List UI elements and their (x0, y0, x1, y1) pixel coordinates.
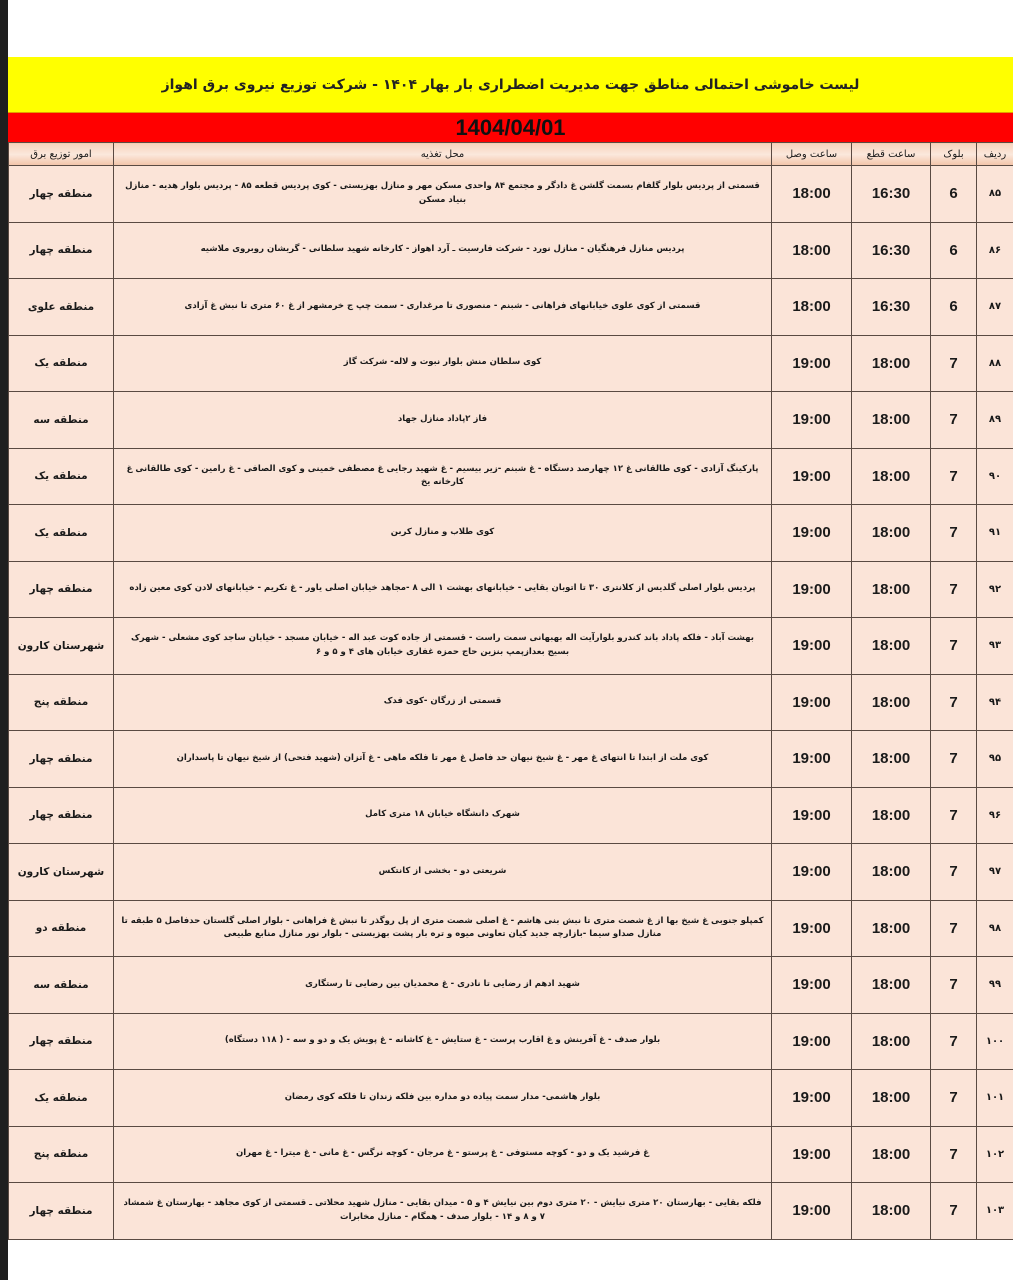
distribution-region: منطقه سه (9, 957, 114, 1014)
distribution-region: منطقه چهار (9, 1013, 114, 1070)
block-number: 6 (931, 279, 977, 336)
location-description: پارکینگ آزادی - کوی طالقانی غ ۱۲ چهارصد دستگاه - غ شبنم -زیر بیسیم - غ شهید رجایی غ مصطفی خمینی و کوی الصافی - غ رامین - کوی طالقانی غ کارخانه یخ (114, 448, 772, 505)
connect-time: 19:00 (772, 1126, 852, 1183)
document-title: لیست خاموشی احتمالی مناطق جهت مدیریت اضطراری بار بهار ۱۴۰۴ - شرکت توزیع نیروی برق اهواز (8, 57, 1013, 112)
location-description: فاز ۲پاداد منازل جهاد (114, 392, 772, 449)
cut-time: 16:30 (852, 222, 931, 279)
block-number: 7 (931, 1013, 977, 1070)
block-number: 7 (931, 561, 977, 618)
table-row (9, 279, 1013, 336)
cut-time: 18:00 (852, 561, 931, 618)
row-number: ۹۳ (977, 618, 1013, 675)
location-description: کوی سلطان منش بلوار نبوت و لاله- شرکت گاز (114, 335, 772, 392)
cut-time: 18:00 (852, 844, 931, 901)
connect-time: 18:00 (772, 166, 852, 223)
location-description: شهرک دانشگاه خیابان ۱۸ متری کامل (114, 787, 772, 844)
block-number: 7 (931, 787, 977, 844)
location-description: قسمتی از پردیس بلوار گلفام بسمت گلشن غ دادگر و مجتمع ۸۴ واحدی مسکن مهر و منازل بهزیستی - کوی پردیس قطعه ۸۵ - پردیس بلوار هدیه - منازل بنیاد مسکن (114, 166, 772, 223)
table-row (9, 335, 1013, 392)
distribution-region: منطقه یک (9, 448, 114, 505)
row-number: ۹۴ (977, 674, 1013, 731)
row-number: ۹۵ (977, 731, 1013, 788)
distribution-region: منطقه چهار (9, 731, 114, 788)
block-number: 6 (931, 166, 977, 223)
cut-time: 18:00 (852, 900, 931, 957)
location-description: کوی ملت از ابتدا تا انتهای غ مهر - غ شیخ نیهان حد فاصل غ مهر تا فلکه ماهی - غ آتزان (شهید فتحی) از شیخ نیهان تا پاسداران (114, 731, 772, 788)
distribution-region: منطقه پنج (9, 1126, 114, 1183)
table-row (9, 222, 1013, 279)
cut-time: 18:00 (852, 674, 931, 731)
block-number: 7 (931, 731, 977, 788)
table-row (9, 448, 1013, 505)
block-number: 6 (931, 222, 977, 279)
table-row (9, 844, 1013, 901)
block-number: 7 (931, 392, 977, 449)
table-row (9, 392, 1013, 449)
distribution-region: منطقه یک (9, 505, 114, 562)
row-number: ۹۹ (977, 957, 1013, 1014)
cut-time: 18:00 (852, 957, 931, 1014)
cut-time: 18:00 (852, 731, 931, 788)
table-row (9, 674, 1013, 731)
location-description: کمپلو جنوبی غ شیخ بها از غ شصت متری تا نبش بنی هاشم - غ اصلی شصت متری از پل روگذر تا نبش غ فراهانی - بلوار اصلی گلستان حدفاصل ۵ طبقه تا منازل صداو سیما -بازارچه جدید کیان تعاونی میوه و تره بار پشت بهزیستی - بلوار نور منازل منابع طبیعی (114, 900, 772, 957)
block-number: 7 (931, 1126, 977, 1183)
connect-time: 19:00 (772, 335, 852, 392)
connect-time: 19:00 (772, 448, 852, 505)
location-description: غ فرشید یک و دو - کوچه مستوفی - غ پرستو - غ مرجان - کوچه نرگس - غ مانی - غ میترا - غ مهران (114, 1126, 772, 1183)
table-row (9, 900, 1013, 957)
header-row-number: ردیف (977, 143, 1013, 166)
cut-time: 16:30 (852, 166, 931, 223)
connect-time: 19:00 (772, 900, 852, 957)
distribution-region: منطقه چهار (9, 1183, 114, 1240)
connect-time: 19:00 (772, 1013, 852, 1070)
table-row (9, 1013, 1013, 1070)
block-number: 7 (931, 505, 977, 562)
row-number: ۹۷ (977, 844, 1013, 901)
location-description: قسمتی از زرگان -کوی فدک (114, 674, 772, 731)
distribution-region: منطقه یک (9, 1070, 114, 1127)
table-row (9, 1126, 1013, 1183)
distribution-region: منطقه چهار (9, 222, 114, 279)
location-description: شهید ادهم از رضایی تا نادری - غ محمدیان بین رضایی تا رستگاری (114, 957, 772, 1014)
table-row (9, 618, 1013, 675)
block-number: 7 (931, 674, 977, 731)
block-number: 7 (931, 1070, 977, 1127)
distribution-region: منطقه یک (9, 335, 114, 392)
connect-time: 18:00 (772, 222, 852, 279)
table-row (9, 731, 1013, 788)
row-number: ۸۷ (977, 279, 1013, 336)
table-row (9, 1070, 1013, 1127)
table-row (9, 787, 1013, 844)
location-description: بلوار صدف - غ آفرینش و غ اقارب پرست - غ ستایش - غ کاشانه - غ پویش یک و دو و سه - ( ۱۱۸ دستگاه) (114, 1013, 772, 1070)
row-number: ۸۸ (977, 335, 1013, 392)
left-edge-strip (0, 0, 8, 1280)
header-location: محل تغذیه (114, 143, 772, 166)
location-description: پردیس بلوار اصلی گلدیس از کلانتری ۳۰ تا اتوبان بقایی - خیابانهای بهشت ۱ الی ۸ -مجاهد خیابان اصلی یاور - غ تکریم - خیابانهای لادن کوی معین زاده (114, 561, 772, 618)
location-description: شریعتی دو - بخشی از کانتکس (114, 844, 772, 901)
cut-time: 18:00 (852, 1070, 931, 1127)
block-number: 7 (931, 1183, 977, 1240)
outage-table (8, 142, 1013, 1240)
distribution-region: شهرستان کارون (9, 618, 114, 675)
row-number: ۸۵ (977, 166, 1013, 223)
table-row (9, 1183, 1013, 1240)
table-row (9, 561, 1013, 618)
distribution-region: منطقه سه (9, 392, 114, 449)
table-header-row (9, 143, 1013, 166)
row-number: ۹۸ (977, 900, 1013, 957)
cut-time: 18:00 (852, 1126, 931, 1183)
connect-time: 19:00 (772, 787, 852, 844)
header-connect-time: ساعت وصل (772, 143, 852, 166)
location-description: پردیس منازل فرهنگیان - منازل نورد - شرکت فارسیت ـ آرد اهواز - کارخانه شهید سلطانی - گریشان روبروی ملاشیه (114, 222, 772, 279)
connect-time: 19:00 (772, 1070, 852, 1127)
row-number: ۱۰۳ (977, 1183, 1013, 1240)
row-number: ۹۱ (977, 505, 1013, 562)
row-number: ۱۰۰ (977, 1013, 1013, 1070)
row-number: ۹۶ (977, 787, 1013, 844)
cut-time: 18:00 (852, 335, 931, 392)
distribution-region: منطقه دو (9, 900, 114, 957)
connect-time: 19:00 (772, 392, 852, 449)
row-number: ۹۲ (977, 561, 1013, 618)
table-row (9, 505, 1013, 562)
connect-time: 19:00 (772, 957, 852, 1014)
block-number: 7 (931, 335, 977, 392)
row-number: ۹۰ (977, 448, 1013, 505)
cut-time: 18:00 (852, 1183, 931, 1240)
connect-time: 19:00 (772, 561, 852, 618)
row-number: ۸۶ (977, 222, 1013, 279)
distribution-region: شهرستان کارون (9, 844, 114, 901)
row-number: ۱۰۲ (977, 1126, 1013, 1183)
location-description: کوی طلاب و منازل کربن (114, 505, 772, 562)
header-cut-time: ساعت قطع (852, 143, 931, 166)
header-region: امور توزیع برق (9, 143, 114, 166)
connect-time: 19:00 (772, 618, 852, 675)
distribution-region: منطقه پنج (9, 674, 114, 731)
row-number: ۸۹ (977, 392, 1013, 449)
block-number: 7 (931, 844, 977, 901)
block-number: 7 (931, 618, 977, 675)
cut-time: 18:00 (852, 448, 931, 505)
cut-time: 18:00 (852, 392, 931, 449)
row-number: ۱۰۱ (977, 1070, 1013, 1127)
cut-time: 18:00 (852, 618, 931, 675)
cut-time: 18:00 (852, 505, 931, 562)
connect-time: 19:00 (772, 731, 852, 788)
block-number: 7 (931, 900, 977, 957)
connect-time: 18:00 (772, 279, 852, 336)
block-number: 7 (931, 957, 977, 1014)
distribution-region: منطقه چهار (9, 166, 114, 223)
location-description: بلوار هاشمی- مدار سمت پیاده دو مداره بین فلکه زندان تا فلکه کوی رمضان (114, 1070, 772, 1127)
header-block: بلوک (931, 143, 977, 166)
location-description: بهشت آباد - فلکه پاداد باند کندرو بلوارآیت اله بهبهانی سمت راست - قسمتی از جاده کوت عبد اله - خیابان مسجد - خیابان ساجد کوی مشعلی - شهرک بسیج بعدازپمپ بنزین حاج حمزه غفاری خیابان های ۴ و ۵ و ۶ (114, 618, 772, 675)
cut-time: 16:30 (852, 279, 931, 336)
cut-time: 18:00 (852, 1013, 931, 1070)
block-number: 7 (931, 448, 977, 505)
connect-time: 19:00 (772, 505, 852, 562)
table-row (9, 957, 1013, 1014)
connect-time: 19:00 (772, 1183, 852, 1240)
distribution-region: منطقه چهار (9, 561, 114, 618)
location-description: فلکه بقایی - بهارستان ۲۰ متری نیایش - ۲۰ متری دوم بین نیایش ۴ و ۵ - میدان بقایی - منازل شهید محلاتی ـ قسمتی از کوی مجاهد - بهارستان غ شمشاد ۷ و ۸ و ۱۴ - بلوار صدف - همگام - منازل مخابرات (114, 1183, 772, 1240)
location-description: قسمتی از کوی علوی خیابانهای فراهانی - شبنم - منصوری تا مرغداری - سمت چپ ج خرمشهر از غ ۶۰ متری تا نبش غ آزادی (114, 279, 772, 336)
table-row (9, 166, 1013, 223)
outage-sheet (8, 57, 1013, 1240)
schedule-date: 1404/04/01 (8, 112, 1013, 142)
distribution-region: منطقه علوی (9, 279, 114, 336)
distribution-region: منطقه چهار (9, 787, 114, 844)
cut-time: 18:00 (852, 787, 931, 844)
connect-time: 19:00 (772, 674, 852, 731)
connect-time: 19:00 (772, 844, 852, 901)
